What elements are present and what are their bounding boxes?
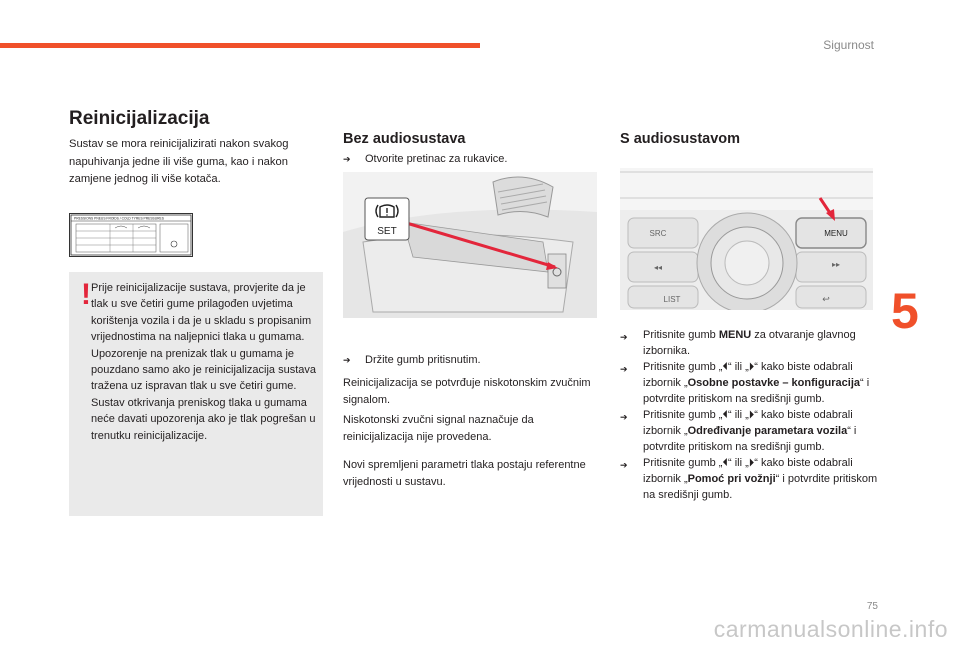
watermark: carmanualsonline.info bbox=[713, 616, 948, 642]
step-text: Držite gumb pritisnutim. bbox=[365, 354, 481, 366]
header-accent-bar bbox=[0, 43, 480, 48]
confirmation-paragraph: Reinicijalizacija se potvrđuje niskotonskim zvučnim signalom. bbox=[343, 377, 591, 406]
audio-panel-illustration bbox=[620, 168, 873, 310]
section-title-without-audio: Bez audiosustava bbox=[343, 131, 466, 147]
src-button-label: SRC bbox=[649, 229, 667, 238]
bullet-icon: ➔ bbox=[620, 364, 628, 374]
step-text: Otvorite pretinac za rukavice. bbox=[365, 153, 508, 165]
warning-paragraph: Sustav otkrivanja preniskog tlaka u gumama neće davati upozorenja ako je tlak pogrešan u trenutku reinicijalizacije. bbox=[91, 396, 316, 442]
svg-text:↩: ↩ bbox=[822, 294, 830, 304]
page-title: Reinicijalizacija bbox=[69, 108, 210, 129]
bullet-icon: ➔ bbox=[343, 355, 351, 365]
glovebox-photo bbox=[343, 172, 597, 318]
page-number: 75 bbox=[866, 601, 878, 612]
list-item: ➔ Pritisnite gumb „⏴“ ili „⏵“ kako biste odabrali izbornik „Pomoć pri vožnji“ i potvrdite pritiskom na središnji gumb. bbox=[620, 457, 878, 501]
step-hold-button bbox=[343, 352, 481, 369]
bullet-icon: ➔ bbox=[620, 460, 628, 470]
warning-icon: ! bbox=[81, 278, 91, 311]
list-item: ➔ Pritisnite gumb MENU za otvaranje glavnog izbornika. bbox=[620, 329, 856, 357]
tyre-label-drawing bbox=[70, 214, 192, 256]
warning-paragraph: Prije reinicijalizacije sustava, provjerite da je tlak u sve četiri gume prilagođen uvjetima korištenja vozila i da je u skladu s propisanim vrijednostima na naljepnici tlaka u gumama. bbox=[91, 282, 312, 344]
failure-paragraph: Niskotonski zvučni signal naznačuje da reinicijalizacija nije provedena. bbox=[343, 414, 534, 443]
audio-steps-list bbox=[620, 327, 878, 503]
list-button-label: LIST bbox=[663, 295, 681, 304]
chapter-number: 5 bbox=[891, 283, 919, 339]
bullet-icon: ➔ bbox=[343, 154, 351, 164]
warning-paragraph: Upozorenje na prenizak tlak u gumama je pouzdano samo ako je reinicijalizacija sustava tražena uz ispravan tlak u sve četiri gume. bbox=[91, 347, 317, 393]
tyre-label-caption: PRESSIONS PNEUS FROIDS / COLD TYRES PRESSURES bbox=[74, 216, 164, 221]
list-item: ➔ Pritisnite gumb „⏴“ ili „⏵“ kako biste odabrali izbornik „Osobne postavke – konfiguracija“ i potvrdite pritiskom na središnji gumb. bbox=[620, 361, 870, 405]
bullet-icon: ➔ bbox=[620, 332, 628, 342]
step-open-glovebox bbox=[343, 151, 507, 168]
tyre-pressure-label-image bbox=[69, 213, 193, 257]
menu-button-label: MENU bbox=[824, 229, 848, 238]
set-button-label: SET bbox=[377, 226, 397, 237]
section-title-with-audio: S audiosustavom bbox=[620, 131, 741, 147]
warning-box bbox=[69, 272, 323, 516]
intro-paragraph: Sustav se mora reinicijalizirati nakon svakog napuhivanja jedne ili više guma, kao i nakon zamjene jednog ili više kotača. bbox=[69, 138, 289, 185]
warning-text bbox=[91, 280, 321, 444]
svg-text:◂◂: ◂◂ bbox=[653, 263, 663, 272]
list-item: ➔ Pritisnite gumb „⏴“ ili „⏵“ kako biste odabrali izbornik „Određivanje parametara vozila“ i potvrdite pritiskom na središnji gumb. bbox=[620, 409, 857, 453]
audio-panel-photo bbox=[620, 168, 873, 310]
section-label: Sigurnost bbox=[823, 38, 874, 52]
reference-paragraph: Novi spremljeni parametri tlaka postaju referentne vrijednosti u sustavu. bbox=[343, 459, 586, 488]
bullet-icon: ➔ bbox=[620, 412, 628, 422]
glovebox-illustration bbox=[343, 172, 597, 318]
svg-text:▸▸: ▸▸ bbox=[831, 260, 841, 269]
